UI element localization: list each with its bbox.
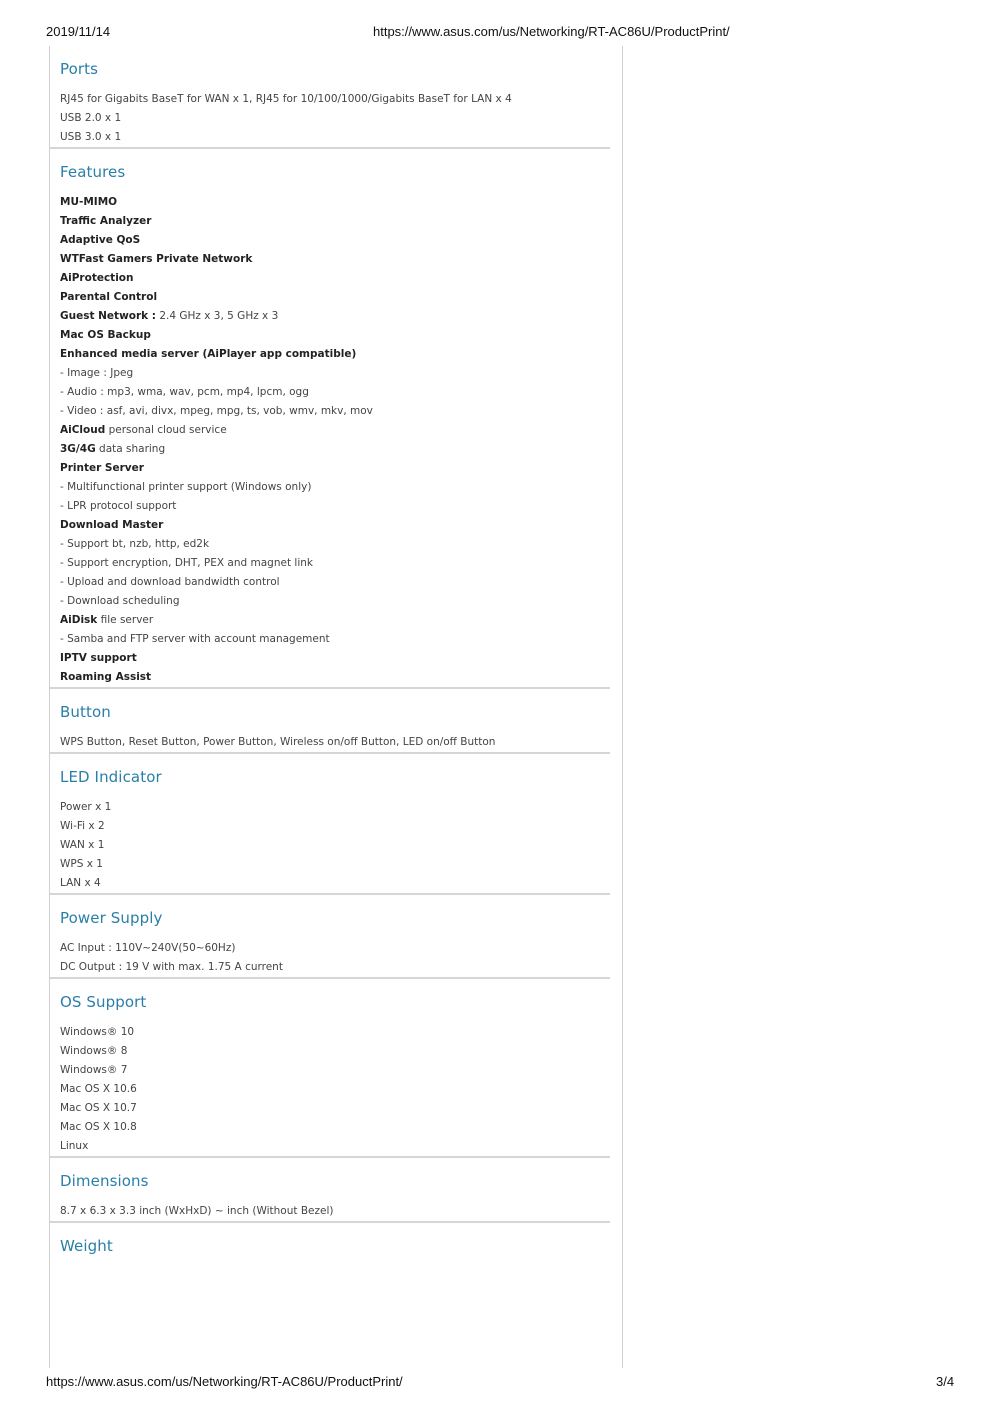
spec-line — [60, 1061, 610, 1080]
spec-line-text: - Image : Jpeg — [60, 367, 134, 379]
spec-line-label: 3G/4G — [60, 443, 96, 455]
spec-line — [60, 1099, 610, 1118]
spec-line — [60, 798, 610, 817]
spec-line — [60, 1023, 610, 1042]
spec-line — [60, 630, 610, 649]
spec-line — [60, 307, 610, 326]
section-title: OS Support — [60, 993, 147, 1011]
print-date: 2019/11/14 — [46, 24, 111, 39]
spec-line — [60, 649, 610, 668]
section-title: Button — [60, 703, 111, 721]
spec-line-text: Linux — [60, 1140, 89, 1152]
spec-line — [60, 326, 610, 345]
spec-section-features — [50, 149, 610, 689]
spec-line-text: 8.7 x 6.3 x 3.3 inch (WxHxD) ~ inch (Without Bezel) — [60, 1205, 334, 1217]
spec-line-text: LAN x 4 — [60, 877, 101, 889]
spec-line-label: Roaming Assist — [60, 671, 152, 683]
spec-line-text: data sharing — [95, 443, 166, 455]
spec-line-text: - Samba and FTP server with account management — [60, 633, 330, 645]
spec-line-text: Mac OS X 10.8 — [60, 1121, 137, 1133]
spec-line — [60, 874, 610, 893]
spec-line-text: USB 3.0 x 1 — [60, 131, 122, 143]
spec-line-text: WAN x 1 — [60, 839, 105, 851]
spec-line — [60, 1137, 610, 1156]
spec-section-led-indicator — [50, 754, 610, 895]
spec-line — [60, 421, 610, 440]
spec-line — [60, 516, 610, 535]
spec-line-label: Enhanced media server (AiPlayer app compatible) — [60, 348, 357, 360]
spec-line-text: WPS x 1 — [60, 858, 103, 870]
spec-line-text: - Audio : mp3, wma, wav, pcm, mp4, lpcm, ogg — [60, 386, 309, 398]
spec-line — [60, 668, 610, 687]
spec-line — [60, 939, 610, 958]
spec-line-text: RJ45 for Gigabits BaseT for WAN x 1, RJ45 for 10/100/1000/Gigabits BaseT for LAN x 4 — [60, 93, 512, 105]
spec-line — [60, 383, 610, 402]
spec-line-text: Mac OS X 10.6 — [60, 1083, 137, 1095]
spec-line — [60, 212, 610, 231]
spec-line-text: - Support bt, nzb, http, ed2k — [60, 538, 210, 550]
spec-line-label: AiDisk — [60, 614, 98, 626]
spec-line — [60, 1080, 610, 1099]
spec-line — [60, 855, 610, 874]
spec-line-text: DC Output : 19 V with max. 1.75 A current — [60, 961, 283, 973]
spec-line-label: MU-MIMO — [60, 196, 118, 208]
spec-line-text: - Video : asf, avi, divx, mpeg, mpg, ts, vob, wmv, mkv, mov — [60, 405, 373, 417]
section-title: Power Supply — [60, 909, 163, 927]
spec-line — [60, 573, 610, 592]
spec-line — [60, 288, 610, 307]
spec-line-text: - LPR protocol support — [60, 500, 177, 512]
spec-line — [60, 109, 610, 128]
spec-line-text: 2.4 GHz x 3, 5 GHz x 3 — [156, 310, 279, 322]
spec-section-dimensions — [50, 1158, 610, 1223]
section-title: Features — [60, 163, 126, 181]
spec-line — [60, 535, 610, 554]
spec-line — [60, 836, 610, 855]
spec-line — [60, 1042, 610, 1061]
spec-section-weight — [50, 1223, 610, 1257]
spec-line — [60, 440, 610, 459]
spec-section-button — [50, 689, 610, 754]
spec-line-text: Mac OS X 10.7 — [60, 1102, 137, 1114]
spec-line-label: Guest Network : — [60, 310, 156, 322]
spec-line — [60, 733, 610, 752]
spec-line-label: Adaptive QoS — [60, 234, 141, 246]
spec-line-label: Printer Server — [60, 462, 144, 474]
section-title: Dimensions — [60, 1172, 149, 1190]
spec-line — [60, 1202, 610, 1221]
spec-line — [60, 478, 610, 497]
section-title: Weight — [60, 1237, 113, 1255]
content-frame-right-border — [622, 46, 623, 1368]
spec-line-label: AiProtection — [60, 272, 134, 284]
spec-line — [60, 554, 610, 573]
print-footer-url: https://www.asus.com/us/Networking/RT-AC86U/ProductPrint/ — [46, 1374, 403, 1389]
spec-line-text: - Download scheduling — [60, 595, 180, 607]
spec-line-text: Windows® 8 — [60, 1045, 128, 1057]
spec-line — [60, 128, 610, 147]
spec-line — [60, 459, 610, 478]
spec-line — [60, 497, 610, 516]
spec-line — [60, 817, 610, 836]
section-title: Ports — [60, 60, 99, 78]
print-header — [0, 24, 1000, 44]
spec-line — [60, 611, 610, 630]
spec-line-text: Windows® 7 — [60, 1064, 128, 1076]
spec-section-power-supply — [50, 895, 610, 979]
spec-line — [60, 250, 610, 269]
spec-line-label: Parental Control — [60, 291, 158, 303]
spec-line-label: Download Master — [60, 519, 164, 531]
spec-line — [60, 364, 610, 383]
spec-section-ports — [50, 46, 610, 149]
spec-line — [60, 193, 610, 212]
spec-line — [60, 231, 610, 250]
spec-line-text: - Support encryption, DHT, PEX and magnet link — [60, 557, 313, 569]
spec-line-label: AiCloud — [60, 424, 106, 436]
spec-section-os-support — [50, 979, 610, 1158]
spec-line — [60, 402, 610, 421]
print-header-url: https://www.asus.com/us/Networking/RT-AC86U/ProductPrint/ — [373, 24, 730, 39]
spec-line-text: AC Input : 110V~240V(50~60Hz) — [60, 942, 236, 954]
spec-line — [60, 958, 610, 977]
spec-line — [60, 345, 610, 364]
spec-line-text: Windows® 10 — [60, 1026, 135, 1038]
spec-line-text: WPS Button, Reset Button, Power Button, Wireless on/off Button, LED on/off Button — [60, 736, 496, 748]
spec-content — [50, 46, 610, 1267]
spec-line-label: Traffic Analyzer — [60, 215, 152, 227]
spec-line — [60, 90, 610, 109]
spec-line-label: IPTV support — [60, 652, 137, 664]
print-footer — [0, 1374, 1000, 1394]
spec-line-text: USB 2.0 x 1 — [60, 112, 122, 124]
spec-line-text: Wi-Fi x 2 — [60, 820, 105, 832]
spec-line-text: - Multifunctional printer support (Windows only) — [60, 481, 312, 493]
section-title: LED Indicator — [60, 768, 162, 786]
spec-line — [60, 1118, 610, 1137]
spec-line-label: Mac OS Backup — [60, 329, 151, 341]
spec-line-text: Power x 1 — [60, 801, 112, 813]
spec-line — [60, 269, 610, 288]
spec-line-text: - Upload and download bandwidth control — [60, 576, 280, 588]
page-number: 3/4 — [936, 1374, 955, 1389]
spec-line — [60, 592, 610, 611]
spec-line-label: WTFast Gamers Private Network — [60, 253, 253, 265]
spec-line-text: file server — [97, 614, 154, 626]
spec-line-text: personal cloud service — [105, 424, 227, 436]
